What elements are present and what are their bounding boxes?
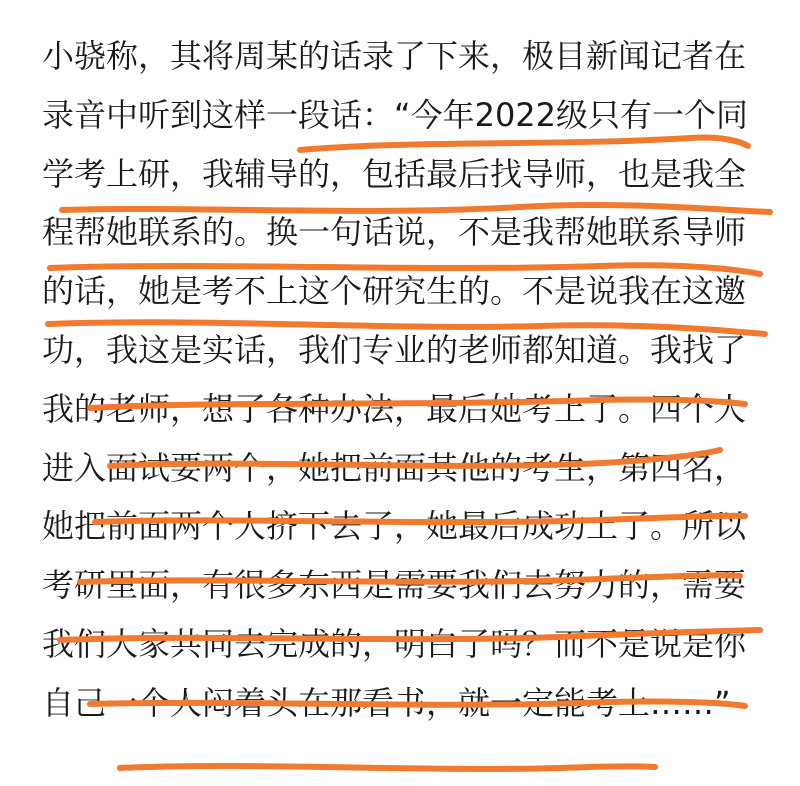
text-line-5: 的话，她是考不上这个研究生的。不是说我在这邀 bbox=[42, 272, 747, 311]
text-line-8: 进入面试要两个，她把前面其他的考生，第四名， bbox=[42, 448, 747, 487]
text-line-4: 程帮她联系的。换一句话说，不是我帮她联系导师 bbox=[42, 213, 747, 252]
underline-stroke-11 bbox=[120, 766, 655, 769]
document-paragraph bbox=[42, 37, 782, 722]
text-line-3: 学考上研，我辅导的，包括最后找导师，也是我全 bbox=[42, 154, 747, 193]
text-line-2: 录音中听到这样一段话：“今年2022级只有一个同 bbox=[42, 95, 749, 134]
text-line-7: 我的老师，想了各种办法，最后她考上了。四个人 bbox=[42, 389, 747, 428]
text-line-10: 考研里面，有很多东西是需要我们去努力的，需要 bbox=[42, 566, 747, 605]
text-line-12: 自己一个人闷着头在那看书，就一定能考上……” bbox=[42, 683, 731, 722]
text-line-9: 她把前面两个人挤下去了，她最后成功上了。所以 bbox=[42, 507, 747, 546]
text-line-6: 功，我这是实话，我们专业的老师都知道。我找了 bbox=[42, 330, 747, 369]
text-line-1: 小骁称，其将周某的话录了下来，极目新闻记者在 bbox=[42, 37, 747, 75]
text-line-11: 我们大家共同去完成的，明白了吗？而不是说是你 bbox=[42, 624, 747, 663]
